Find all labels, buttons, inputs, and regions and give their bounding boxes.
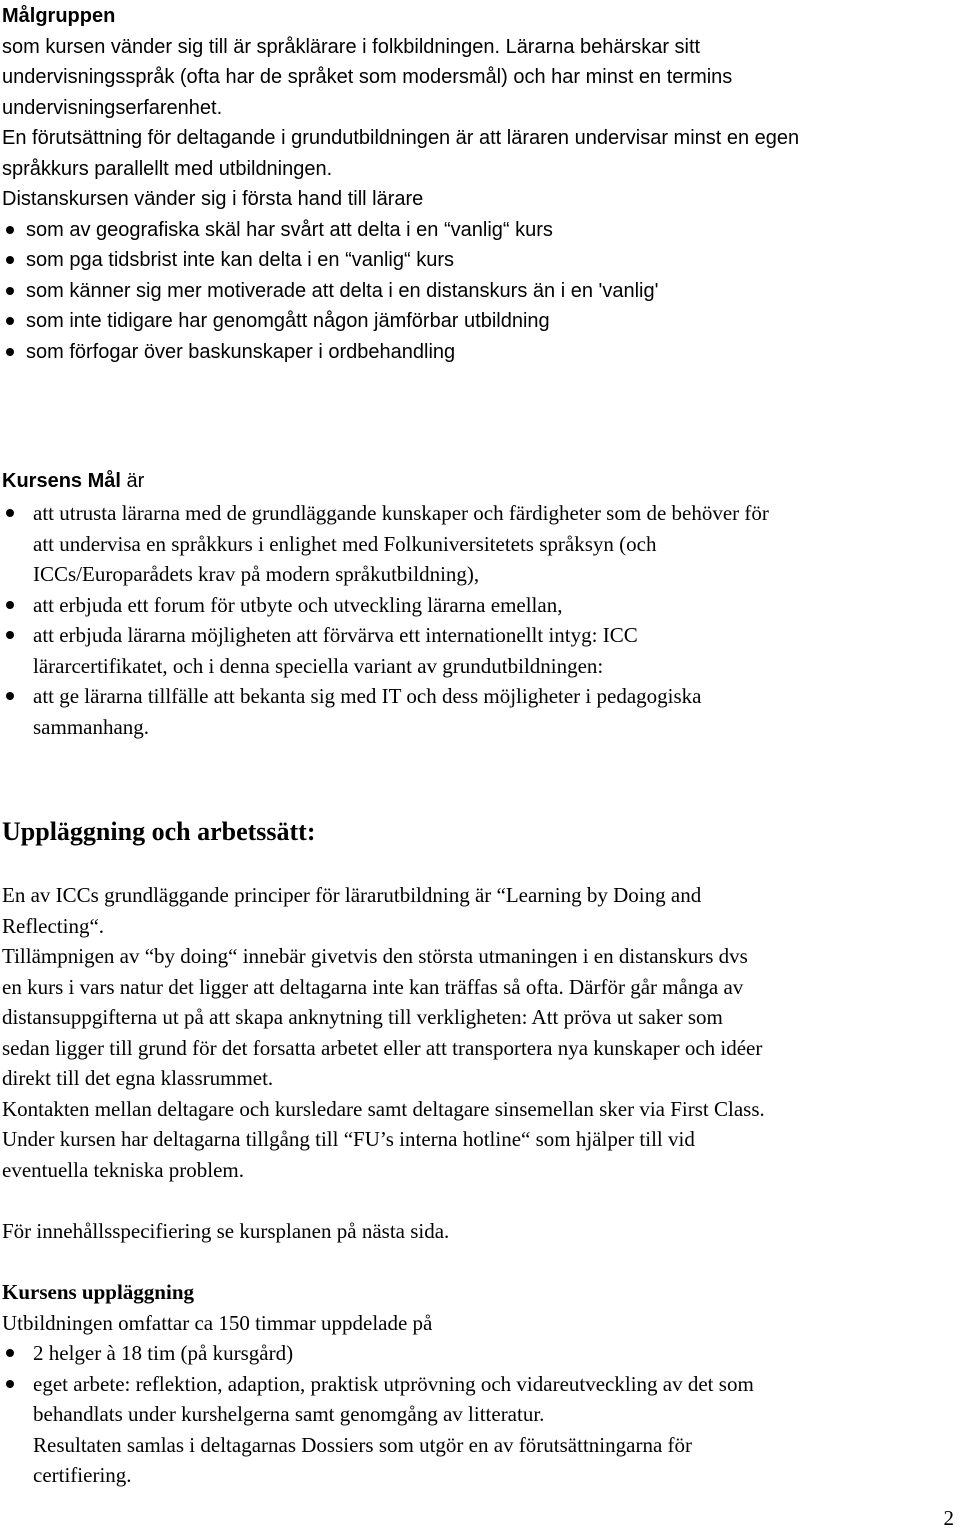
bullet-icon: [6, 509, 14, 517]
bullet-icon: [6, 317, 14, 325]
section-kursens-mal: [2, 466, 954, 497]
heading-kursens-upplaggning: Kursens uppläggning: [2, 1280, 194, 1304]
paragraph-line: distansuppgifterna ut på att skapa anknytning till verkligheten: Att pröva ut saker som: [2, 1005, 723, 1029]
target-group-list: [2, 215, 954, 368]
paragraph-line: direkt till det egna klassrummet.: [2, 1066, 274, 1090]
bullet-icon: [6, 348, 14, 356]
paragraph-line: Kontakten mellan deltagare och kursledare samt deltagare sinsemellan sker via First Class.: [2, 1096, 765, 1121]
paragraph-line: Reflecting“.: [2, 913, 105, 938]
innehall-note: För innehållsspecifiering se kursplanen på nästa sida.: [2, 1219, 450, 1243]
section-malgruppen: [2, 1, 954, 367]
paragraph-line: Tillämpnigen av “by doing“ innebär givetvis den största utmaningen i en distanskurs dvs: [2, 944, 748, 968]
list-item: som av geografiska skäl har svårt att delta i en “vanlig“ kurs: [2, 215, 954, 246]
bullet-icon: [6, 287, 14, 295]
section-innehall: [2, 1216, 954, 1247]
paragraph-line: sedan ligger till grund för det forsatta arbetet eller att transportera nya kunskaper och idéer: [2, 1035, 763, 1060]
heading-kursens-mal: Kursens Mål är: [2, 470, 145, 492]
paragraph-line: eventuella tekniska problem.: [2, 1157, 245, 1182]
paragraph-line: undervisningserfarenhet.: [2, 96, 223, 119]
list-item: som känner sig mer motiverade att delta i en distanskurs än i en 'vanlig': [2, 276, 954, 307]
paragraph-line: Distanskursen vänder sig i första hand till lärare: [2, 188, 424, 210]
list-item: eget arbete: reflektion, adaption, praktisk utprövning och vidareutveckling av det som behandlats under kurshelgerna samt genomgång av litteratur. Resultaten samlas i deltagarnas Dossiers som utgör en av förutsättningarna för certifiering.: [2, 1369, 954, 1491]
bullet-icon: [6, 256, 14, 264]
heading-upplaggning: Uppläggning och arbetssätt:: [2, 817, 316, 846]
list-item: att ge lärarna tillfälle att bekanta sig med IT och dess möjligheter i pedagogiska sammanhang.: [2, 681, 954, 742]
section-upplaggning: [2, 815, 954, 849]
list-item: som pga tidsbrist inte kan delta i en “vanlig“ kurs: [2, 245, 954, 276]
list-item: att erbjuda ett forum för utbyte och utveckling lärarna emellan,: [2, 590, 954, 621]
heading-malgruppen: Målgruppen: [2, 5, 116, 27]
section-mal-list: [2, 498, 954, 742]
paragraph-line: undervisningsspråk (ofta har de språket som modersmål) och har minst en termins: [2, 66, 733, 88]
structure-list: [2, 1338, 954, 1491]
paragraph-line: En av ICCs grundläggande principer för lärarutbildning är “Learning by Doing and: [2, 883, 702, 907]
bullet-icon: [6, 1349, 14, 1357]
goals-list: [2, 498, 954, 742]
bullet-icon: [6, 601, 14, 609]
list-item: 2 helger à 18 tim (på kursgård): [2, 1338, 954, 1369]
paragraph-line: språkkurs parallellt med utbildningen.: [2, 157, 333, 180]
paragraph-line: Under kursen har deltagarna tillgång till “FU’s interna hotline“ som hjälper till vid: [2, 1127, 695, 1151]
list-item: att erbjuda lärarna möjligheten att förvärva ett internationellt intyg: ICC lärarcertifikatet, och i denna speciella variant av grundutbildningen:: [2, 620, 954, 681]
list-item: som inte tidigare har genomgått någon jämförbar utbildning: [2, 306, 954, 337]
section-kursens-upplaggning: [2, 1277, 954, 1491]
paragraph-line: som kursen vänder sig till är språklärare i folkbildningen. Lärarna behärskar sitt: [2, 35, 701, 58]
bullet-icon: [6, 1380, 14, 1388]
bullet-icon: [6, 226, 14, 234]
list-item: att utrusta lärarna med de grundläggande kunskaper och färdigheter som de behöver för att undervisa en språkkurs i enlighet med Folkuniversitetets språksyn (och ICCs/Europarådets krav på modern språkutbildning),: [2, 498, 954, 590]
list-item: som förfogar över baskunskaper i ordbehandling: [2, 337, 954, 368]
page-number: 2: [943, 1506, 954, 1530]
bullet-icon: [6, 631, 14, 639]
bullet-icon: [6, 692, 14, 700]
section-upplaggning-text: [2, 880, 954, 1185]
paragraph-line: en kurs i vars natur det ligger att deltagarna inte kan träffas så ofta. Därför går många av: [2, 974, 744, 999]
paragraph-line: En förutsättning för deltagande i grundutbildningen är att läraren undervisar minst en egen: [2, 127, 800, 149]
paragraph-line: Utbildningen omfattar ca 150 timmar uppdelade på: [2, 1310, 433, 1335]
